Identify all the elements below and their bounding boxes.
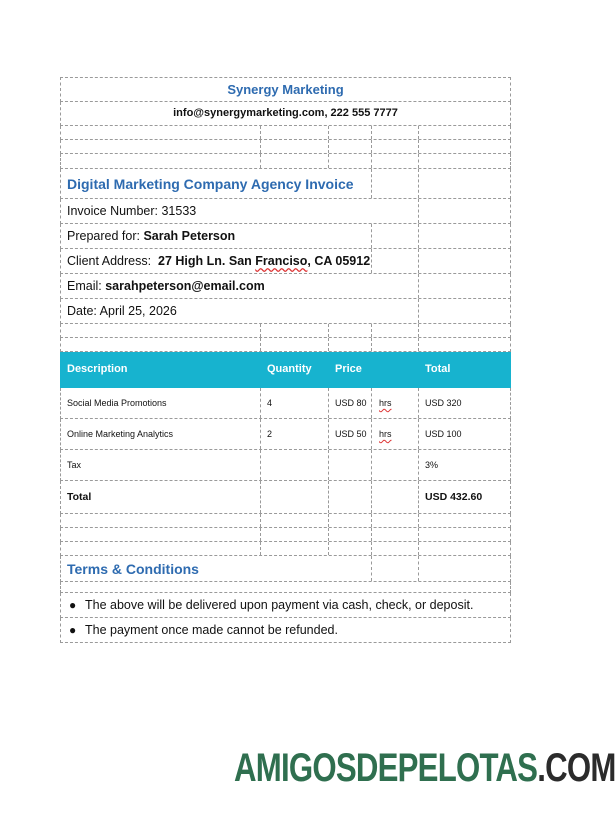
spacer-row xyxy=(60,140,511,154)
spacer-row xyxy=(60,154,511,169)
prepared-for-row xyxy=(60,224,511,249)
date-row xyxy=(60,299,511,324)
item-quantity: 2 xyxy=(267,429,273,439)
header-quantity: Quantity xyxy=(267,363,312,375)
table-row xyxy=(60,450,511,481)
item-total: 3% xyxy=(425,460,439,470)
bullet-icon: ● xyxy=(69,623,77,637)
item-description: Online Marketing Analytics xyxy=(67,429,174,439)
total-value: USD 432.60 xyxy=(425,491,483,503)
header-price: Price xyxy=(335,363,362,375)
client-address-row xyxy=(60,249,511,274)
table-row xyxy=(60,419,511,450)
invoice-title-row xyxy=(60,169,511,199)
invoice-date: Date: April 25, 2026 xyxy=(67,304,177,318)
watermark-main: AMIGOSDEPELOTAS xyxy=(234,746,538,790)
address-part: , CA 05912 xyxy=(307,254,371,268)
header-description: Description xyxy=(67,363,128,375)
table-header xyxy=(60,352,511,388)
item-total: USD 100 xyxy=(425,429,462,439)
item-unit: hrs xyxy=(379,429,392,439)
company-contact: info@synergymarketing.com, 222 555 7777 xyxy=(60,102,511,126)
prepared-for-value: Sarah Peterson xyxy=(143,229,236,243)
email-value: sarahpeterson@email.com xyxy=(105,279,265,293)
item-total: USD 320 xyxy=(425,398,462,408)
terms-item-text: The above will be delivered upon payment via cash, check, or deposit. xyxy=(85,598,474,612)
spacer-row xyxy=(60,542,511,556)
watermark-logo xyxy=(234,746,616,791)
invoice-document xyxy=(60,77,511,643)
total-row xyxy=(60,481,511,514)
spacer-row xyxy=(60,324,511,338)
client-address-label: Client Address: xyxy=(67,254,152,268)
prepared-for-label: Prepared for: xyxy=(67,229,140,243)
terms-item xyxy=(60,593,511,618)
spacer-row xyxy=(60,528,511,542)
email-label: Email: xyxy=(67,279,102,293)
invoice-title: Digital Marketing Company Agency Invoice xyxy=(67,176,354,192)
client-address-value xyxy=(158,254,370,268)
terms-item-text: The payment once made cannot be refunded. xyxy=(85,623,338,637)
total-label: Total xyxy=(67,491,92,503)
address-city-misspelled: Franciso xyxy=(255,254,308,268)
spacer-row xyxy=(60,338,511,352)
header-total: Total xyxy=(425,363,451,375)
watermark-suffix: .COM xyxy=(537,746,616,790)
spacer-row xyxy=(60,514,511,528)
terms-title: Terms & Conditions xyxy=(67,561,199,577)
terms-title-row xyxy=(60,556,511,582)
spacer-row xyxy=(60,582,511,593)
item-price: USD 80 xyxy=(335,398,367,408)
email-row xyxy=(60,274,511,299)
item-description: Tax xyxy=(67,460,82,470)
invoice-number-row xyxy=(60,199,511,224)
address-part: 27 High Ln. San xyxy=(158,254,256,268)
item-description: Social Media Promotions xyxy=(67,398,167,408)
bullet-icon: ● xyxy=(69,598,77,612)
item-quantity: 4 xyxy=(267,398,273,408)
item-price: USD 50 xyxy=(335,429,367,439)
item-unit: hrs xyxy=(379,398,392,408)
company-name: Synergy Marketing xyxy=(60,77,511,102)
spacer-row xyxy=(60,126,511,140)
invoice-number: Invoice Number: 31533 xyxy=(67,204,197,218)
table-row xyxy=(60,388,511,419)
terms-item xyxy=(60,618,511,643)
